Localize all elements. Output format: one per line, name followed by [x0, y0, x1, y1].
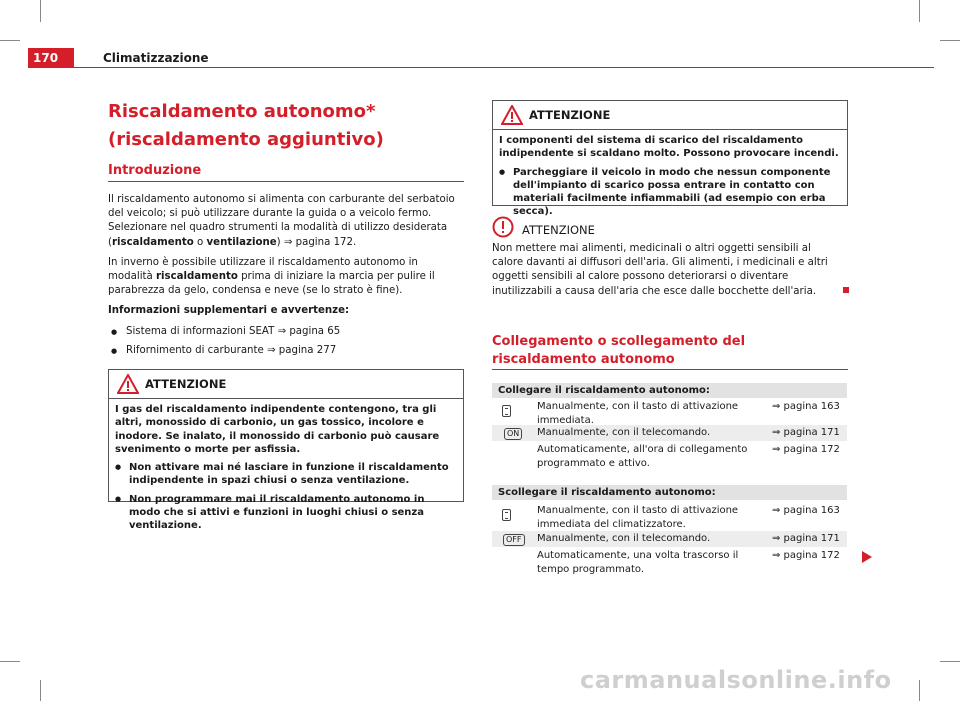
warning-header	[493, 101, 847, 130]
header-rule	[74, 67, 934, 68]
table-cell-desc: Automaticamente, all'ora di collegamento programmato e attivo.	[537, 444, 748, 469]
table-cell-ref: ⇒ pagina 163	[772, 401, 840, 412]
warning-bullet: ● Parcheggiare il veicolo in modo che nessun componente dell'impianto di scarico possa entrare in contatto con materiali facilmente infiammabili (ad esempio con erba secca).	[499, 166, 841, 219]
subtitle-rule	[492, 369, 848, 370]
caution-exclamation-icon	[492, 216, 514, 238]
crop-mark	[940, 661, 960, 662]
remote-on-icon: ON	[504, 428, 522, 440]
list-item: ● Sistema di informazioni SEAT ⇒ pagina 65	[108, 325, 464, 339]
table-heading-connect: Collegare il riscaldamento autonomo:	[492, 383, 847, 398]
warning-triangle-icon	[501, 105, 523, 125]
table-row	[492, 547, 847, 578]
table-heading-disconnect: Scollegare il riscaldamento autonomo:	[492, 485, 847, 500]
continue-arrow-icon	[862, 551, 872, 563]
warning-bullet: ● Non programmare mai il riscaldamento autonomo in modo che si attivi e funzioni in luoghi chiusi o senza ventilazione.	[115, 493, 457, 533]
table-cell-desc: Manualmente, con il telecomando.	[537, 427, 711, 438]
crop-mark	[919, 0, 920, 22]
table-cell-ref: ⇒ pagina 171	[772, 427, 840, 438]
heater-switch-icon	[502, 509, 511, 521]
table-row	[492, 531, 847, 547]
table-cell-desc: Manualmente, con il tasto di attivazione immediata del climatizzatore.	[537, 505, 739, 530]
subtitle-connect: Collegamento o scollegamento del riscaldamento autonomo	[492, 334, 746, 367]
watermark: carmanualsonline.info	[580, 666, 892, 694]
list-item: ● Rifornimento di carburante ⇒ pagina 277	[108, 344, 464, 358]
crop-mark	[919, 680, 920, 701]
warning-text: I gas del riscaldamento indipendente contengono, tra gli altri, monossido di carbonio, un gas tossico, incolore e inodore. Se inalato, il monossido di carbonio può causare svenimento o morte per asfissia.	[115, 404, 440, 455]
section-end-marker	[843, 287, 849, 293]
intro-paragraph: Il riscaldamento autonomo si alimenta con carburante del serbatoio del veicolo; si può utilizzare durante la guida o a veicolo fermo. Selezionare nel quadro strumenti la modalità di utilizzo desiderata (riscaldamento o ventilazione) ⇒ pagina 172.	[108, 194, 455, 248]
table-row	[492, 425, 847, 441]
table-row	[492, 441, 847, 473]
table-cell-ref: ⇒ pagina 163	[772, 505, 840, 516]
warning-title: ATTENZIONE	[529, 108, 611, 122]
heater-switch-icon	[502, 405, 511, 417]
crop-mark	[940, 40, 960, 41]
warning-text: I componenti del sistema di scarico del riscaldamento indipendente si scaldano molto. Possono provocare incendi.	[499, 135, 839, 160]
table-cell-ref: ⇒ pagina 171	[772, 533, 840, 544]
warning-box-exhaust	[492, 100, 848, 218]
table-cell-ref: ⇒ pagina 172	[772, 444, 840, 455]
crop-mark	[0, 661, 20, 662]
crop-mark	[0, 40, 20, 41]
table-cell-desc: Manualmente, con il tasto di attivazione immediata.	[537, 401, 739, 426]
table-cell-desc: Automaticamente, una volta trascorso il tempo programmato.	[537, 550, 739, 575]
warning-title: ATTENZIONE	[145, 377, 227, 391]
remote-off-icon: OFF	[503, 534, 525, 546]
connect-table	[492, 383, 847, 578]
table-cell-desc: Manualmente, con il telecomando.	[537, 533, 711, 544]
caution-title: ATTENZIONE	[522, 223, 595, 237]
section-title: Climatizzazione	[103, 51, 209, 65]
crop-mark	[40, 0, 41, 22]
warning-bullet: ● Non attivare mai né lasciare in funzione il riscaldamento indipendente in spazi chiusi o senza ventilazione.	[115, 461, 457, 488]
winter-paragraph: In inverno è possibile utilizzare il riscaldamento autonomo in modalità riscaldamento prima di iniziare la marcia per pulire il parabrezza da gelo, condensa e neve (se lo strato è fine).	[108, 257, 435, 297]
table-row	[492, 398, 847, 425]
page-number: 170	[28, 48, 74, 68]
subtitle-intro: Introduzione	[108, 163, 202, 178]
warning-triangle-icon	[117, 374, 139, 394]
warning-header	[109, 370, 463, 399]
crop-mark	[40, 680, 41, 701]
subtitle-rule	[108, 181, 464, 182]
table-row	[492, 500, 847, 531]
warning-box	[108, 369, 464, 532]
page-title: Riscaldamento autonomo* (riscaldamento aggiuntivo)	[108, 101, 384, 150]
caution-text: Non mettere mai alimenti, medicinali o altri oggetti sensibili al calore davanti ai diffusori dell'aria. Gli alimenti, i medicinali e altri oggetti sensibili al calore possono deteriorarsi o diventare inutilizzabili a causa dell'aria che esce dalle bocchette dell'aria.	[492, 243, 828, 297]
table-cell-ref: ⇒ pagina 172	[772, 550, 840, 561]
info-heading: Informazioni supplementari e avvertenze:	[108, 305, 350, 316]
